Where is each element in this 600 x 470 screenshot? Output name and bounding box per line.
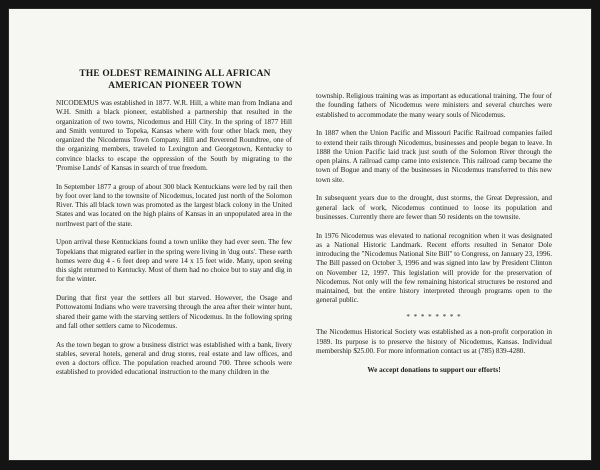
left-column [56, 99, 292, 387]
separator-stars: * * * * * * * * [406, 313, 462, 321]
paragraph: NICODEMUS was established in 1877. W.R. Hill, a white man from Indiana and W.H. Smith a black pioneer, established a partnership that resulted in the organization of two towns, Nicodemus and Hill City. In the spring of 1877 Hill and Smith ventured to Topeka, Kansas where with four other black men, they organized the Nicodemus Town Company. Hill and Reverend Roundtree, one of the organizing members, traveled to Lexington and Georgetown, Kentucky to convince blacks to escape the oppression of the South by migrating to the 'Promise Lands' of Kansas in search of true freedom. [56, 99, 292, 172]
paragraph: In September 1877 a group of about 300 black Kentuckians were led by rail then by foot over land to the townsite of Nicodemus, located just north of the Solomon River. This all black town was promoted as the largest black colony in the United States and was located on the high plains of Kansas in an unpopulated area in the northwest part of the state. [56, 182, 292, 228]
paragraph: Upon arrival these Kentuckians found a town unlike they had ever seen. The few Topekians that migrated earlier in the spring were living in 'dug outs'. These earth homes were dug 4 - 6 feet deep and were 14 x 15 feet wide. Many, upon seeing this sight returned to Kentucky. Most of them had no choice but to stay and dig in for the winter. [56, 238, 292, 284]
paragraph: township. Religious training was as important as educational training. The four of the founding fathers of Nicodemus were ministers and several churches were established to accommodate the many weary souls of Nicodemus. [316, 92, 552, 119]
paragraph: In 1976 Nicodemus was elevated to national recognition when it was designated as a National Historic Landmark. Recent efforts resulted in Senator Dole introducing the "Nicodemus National Site Bill" to Congress, on January 23, 1996. The Bill passed on October 3, 1996 and was signed into law by President Clinton on November 12, 1997. This legislation will provide for the preservation of Nicodemus. Not only will the few remaining historical structures be restored and maintained, but the entire history interpreted through programs open to the general public. [316, 231, 552, 305]
page-title [56, 68, 294, 92]
paragraph: During that first year the settlers all but starved. However, the Osage and Pottowatomi Indians who were traversing through the area after their winter hunt, shared their game with the starving settlers of Nicodemus. In the following spring and fall other settlers came to Nicodemus. [56, 294, 292, 330]
society-paragraph: The Nicodemus Historical Society was established as a non-profit corporation in 1989. Its purpose is to preserve the history of Nicodemus, Kansas. Individual membership $25.00. For more information contact us at (785) 839-4280. [316, 328, 552, 355]
right-column [316, 92, 552, 384]
title-line-1: THE OLDEST REMAINING ALL AFRICAN [79, 69, 271, 79]
document-page [8, 8, 592, 461]
paragraph: As the town began to grow a business district was established with a bank, livery stables, several hotels, general and drug stores, real estate and law offices, and even a doctors office. The population reached around 700. Three schools were established to provided educational instruction to the many children in the [56, 340, 292, 377]
donation-line: We accept donations to support our efforts! [367, 365, 501, 374]
paragraph: In subsequent years due to the drought, dust storms, the Great Depression, and general lack of work, Nicodemus continued to loose its population and businesses. Currently there are fewer than 50 residents on the townsite. [316, 194, 552, 221]
paragraph: In 1887 when the Union Pacific and Missouri Pacific Railroad companies failed to extend their rails through Nicodemus, businesses and people began to leave. In 1888 the Union Pacific laid track just south of the Solomon River through the open plains. A railroad camp came into existence. This railroad camp became the town of Bogue and many of the businesses in Nicodemus transferred to this new town site. [316, 129, 552, 184]
title-line-2: AMERICAN PIONEER TOWN [108, 81, 242, 91]
